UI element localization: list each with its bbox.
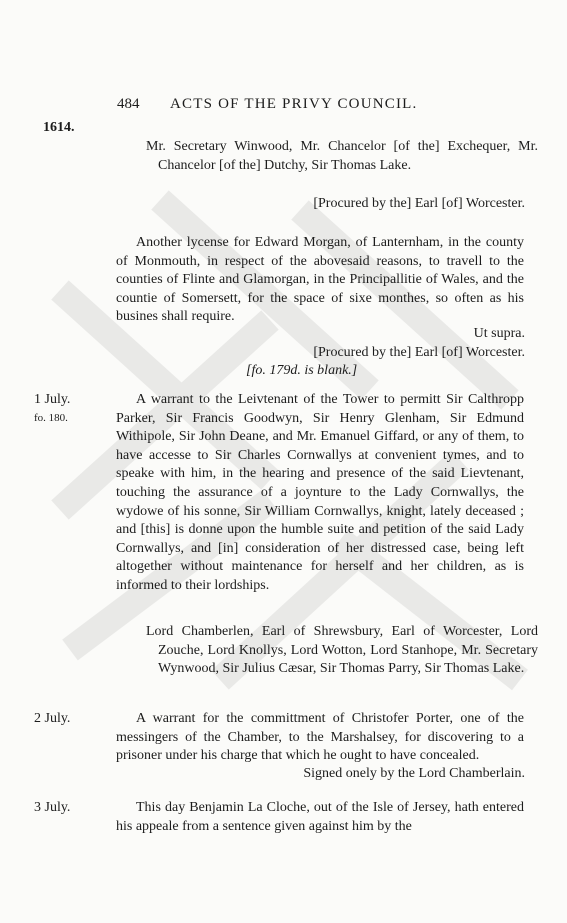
attendance-list-2: Lord Chamberlen, Earl of Shrewsbury, Earl of Worcester, Lord Zouche, Lord Knollys, Lord Wotton, Lord Stanhope, Mr. Secretary Wynwood, Sir Julius Cæsar, Sir Thomas Parry, Sir Thomas Lake.: [146, 624, 538, 677]
page-number: 484: [117, 96, 140, 112]
warrant-july-2: A warrant for the committment of Christofer Porter, one of the messingers of the Chamber, to the Marshalsey, for discovering to a prisoner under his charge that which he ought to have concealed.: [116, 711, 524, 764]
margin-date-july-2: 2 July.: [34, 711, 71, 726]
margin-date-july-3: 3 July.: [34, 800, 71, 815]
signed-note: Signed onely by the Lord Chamberlain.: [303, 766, 525, 781]
ut-supra: Ut supra.: [473, 326, 525, 341]
margin-folio: fo. 180.: [34, 412, 68, 424]
procured-by-2: [Procured by the] Earl [of] Worcester.: [313, 345, 525, 360]
running-title: ACTS OF THE PRIVY COUNCIL.: [170, 96, 418, 112]
page-header: [0, 96, 567, 118]
appeal-july-3: This day Benjamin La Cloche, out of the Isle of Jersey, hath entered his appeale from a sentence given against him by the: [116, 800, 524, 834]
margin-year: 1614.: [43, 120, 75, 135]
procured-by-1: [Procured by the] Earl [of] Worcester.: [313, 196, 525, 211]
attendance-list-1: Mr. Secretary Winwood, Mr. Chancelor [of the] Exchequer, Mr. Chancelor [of the] Dutchy, Sir Thomas Lake.: [146, 139, 538, 173]
margin-date-july-1: 1 July.: [34, 392, 71, 407]
license-paragraph: Another lycense for Edward Morgan, of Lanternham, in the county of Monmouth, in respect of the abovesaid reasons, to travell to the counties of Flinte and Glamorgan, in the Principallitie of Wales, and the countie of Somersett, for the space of sixe monthes, so often as his busines shall require.: [116, 235, 524, 325]
warrant-july-1: A warrant to the Leivtenant of the Tower to permitt Sir Calthropp Parker, Sir Francis Goodwyn, Sir Henry Glenham, Sir Edmund Withipole, Sir John Deane, and Mr. Emanuel Giffard, or any of them, to have accesse to Sir Charles Cornwallys at convenient tymes, and to speake with him, in the hearing and presence of the said Lievtenant, touching the assurance of a joynture to the Lady Cornwallys, the wydowe of his sonne, Sir William Cornwallys, knight, lately deceased ; and [this] is donne upon the humble suite and petition of the said Lady Cornwallys, and [in] consideration of her distressed case, being left altogether without maintenance for herself and her children, as is informed to their lordships.: [116, 392, 524, 593]
blank-folio-note: [fo. 179d. is blank.]: [246, 363, 358, 378]
